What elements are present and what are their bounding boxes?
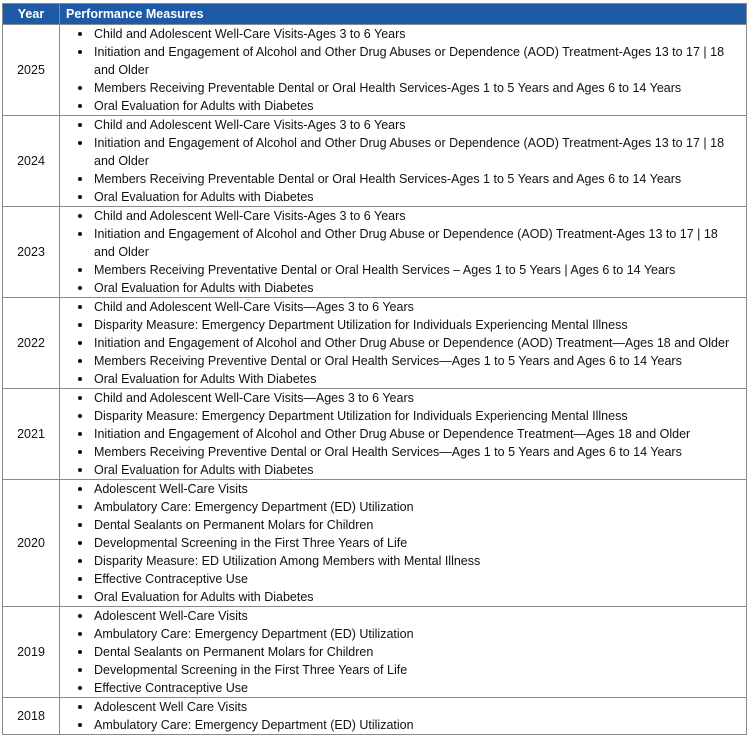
measure-item: Initiation and Engagement of Alcohol and Other Drug Abuse or Dependence Treatment—Ages 18 and Older: [84, 425, 740, 443]
year-cell: 2022: [3, 298, 60, 389]
measure-item: Oral Evaluation for Adults with Diabetes: [84, 188, 740, 206]
table-body: [3, 25, 747, 735]
year-column-header: Year: [3, 4, 60, 25]
year-cell: 2025: [3, 25, 60, 116]
table-row: [3, 207, 747, 298]
measures-list: [84, 480, 740, 606]
measure-item: Initiation and Engagement of Alcohol and Other Drug Abuse or Dependence (AOD) Treatment-Ages 13 to 17 | 18 and Older: [84, 225, 740, 261]
measure-item: Child and Adolescent Well-Care Visits—Ages 3 to 6 Years: [84, 298, 740, 316]
measure-item: Ambulatory Care: Emergency Department (ED) Utilization: [84, 625, 740, 643]
year-cell: 2021: [3, 389, 60, 480]
measure-item: Ambulatory Care: Emergency Department (ED) Utilization: [84, 498, 740, 516]
header-row: [3, 4, 747, 25]
measures-cell: [60, 116, 747, 207]
year-cell: 2023: [3, 207, 60, 298]
measures-cell: [60, 389, 747, 480]
measures-list: [84, 207, 740, 297]
measure-item: Developmental Screening in the First Three Years of Life: [84, 534, 740, 552]
measures-list: [84, 389, 740, 479]
measure-item: Child and Adolescent Well-Care Visits-Ages 3 to 6 Years: [84, 116, 740, 134]
measure-item: Dental Sealants on Permanent Molars for Children: [84, 516, 740, 534]
measures-list: [84, 298, 740, 388]
year-cell: 2018: [3, 698, 60, 735]
measures-cell: [60, 607, 747, 698]
measure-item: Adolescent Well-Care Visits: [84, 480, 740, 498]
measures-column-header: Performance Measures: [60, 4, 747, 25]
measures-list: [84, 698, 740, 734]
measure-item: Oral Evaluation for Adults with Diabetes: [84, 588, 740, 606]
measure-item: Oral Evaluation for Adults with Diabetes: [84, 461, 740, 479]
measures-list: [84, 25, 740, 115]
measure-item: Adolescent Well Care Visits: [84, 698, 740, 716]
measure-item: Members Receiving Preventable Dental or Oral Health Services-Ages 1 to 5 Years and Ages 6 to 14 Years: [84, 79, 740, 97]
measure-item: Effective Contraceptive Use: [84, 679, 740, 697]
measure-item: Members Receiving Preventable Dental or Oral Health Services-Ages 1 to 5 Years and Ages 6 to 14 Years: [84, 170, 740, 188]
year-cell: 2019: [3, 607, 60, 698]
measure-item: Initiation and Engagement of Alcohol and Other Drug Abuse or Dependence (AOD) Treatment—Ages 18 and Older: [84, 334, 740, 352]
table-row: [3, 25, 747, 116]
measure-item: Disparity Measure: ED Utilization Among Members with Mental Illness: [84, 552, 740, 570]
table-row: [3, 298, 747, 389]
measure-item: Child and Adolescent Well-Care Visits—Ages 3 to 6 Years: [84, 389, 740, 407]
measures-cell: [60, 207, 747, 298]
measures-cell: [60, 480, 747, 607]
measure-item: Disparity Measure: Emergency Department Utilization for Individuals Experiencing Mental Illness: [84, 316, 740, 334]
year-cell: 2020: [3, 480, 60, 607]
measure-item: Ambulatory Care: Emergency Department (ED) Utilization: [84, 716, 740, 734]
measure-item: Child and Adolescent Well-Care Visits-Ages 3 to 6 Years: [84, 25, 740, 43]
measure-item: Members Receiving Preventive Dental or Oral Health Services—Ages 1 to 5 Years and Ages 6 to 14 Years: [84, 443, 740, 461]
measures-cell: [60, 698, 747, 735]
table-row: [3, 698, 747, 735]
table-row: [3, 607, 747, 698]
measure-item: Oral Evaluation for Adults with Diabetes: [84, 279, 740, 297]
measures-cell: [60, 298, 747, 389]
measure-item: Members Receiving Preventive Dental or Oral Health Services—Ages 1 to 5 Years and Ages 6 to 14 Years: [84, 352, 740, 370]
year-cell: 2024: [3, 116, 60, 207]
table-row: [3, 389, 747, 480]
measure-item: Initiation and Engagement of Alcohol and Other Drug Abuses or Dependence (AOD) Treatment-Ages 13 to 17 | 18 and Older: [84, 43, 740, 79]
measure-item: Initiation and Engagement of Alcohol and Other Drug Abuses or Dependence (AOD) Treatment-Ages 13 to 17 | 18 and Older: [84, 134, 740, 170]
measure-item: Oral Evaluation for Adults With Diabetes: [84, 370, 740, 388]
measure-item: Developmental Screening in the First Three Years of Life: [84, 661, 740, 679]
table-row: [3, 116, 747, 207]
performance-measures-table: [2, 3, 747, 735]
measure-item: Adolescent Well-Care Visits: [84, 607, 740, 625]
measure-item: Child and Adolescent Well-Care Visits-Ages 3 to 6 Years: [84, 207, 740, 225]
measures-list: [84, 116, 740, 206]
measure-item: Disparity Measure: Emergency Department Utilization for Individuals Experiencing Mental Illness: [84, 407, 740, 425]
measure-item: Oral Evaluation for Adults with Diabetes: [84, 97, 740, 115]
measure-item: Members Receiving Preventative Dental or Oral Health Services – Ages 1 to 5 Years | Ages 6 to 14 Years: [84, 261, 740, 279]
table-row: [3, 480, 747, 607]
measures-cell: [60, 25, 747, 116]
measures-list: [84, 607, 740, 697]
measure-item: Effective Contraceptive Use: [84, 570, 740, 588]
measure-item: Dental Sealants on Permanent Molars for Children: [84, 643, 740, 661]
